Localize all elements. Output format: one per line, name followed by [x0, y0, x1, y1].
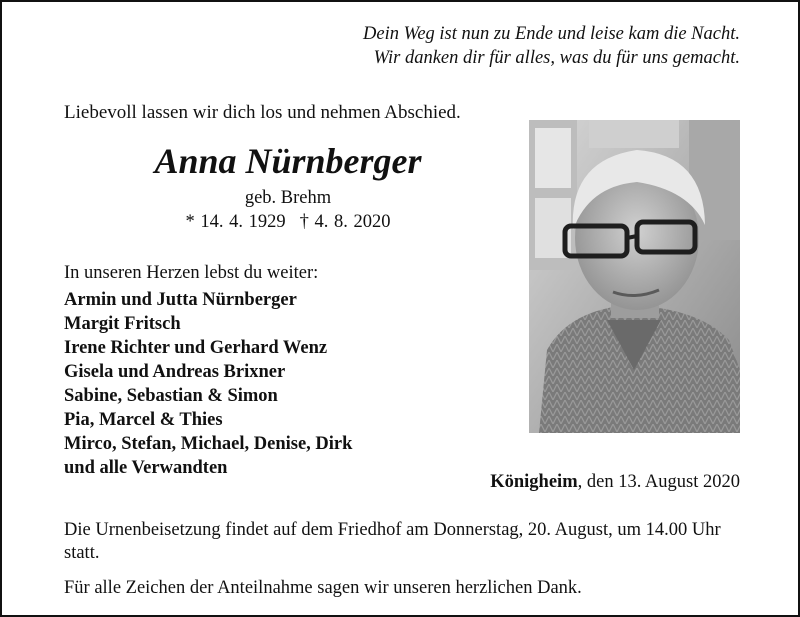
thanks-text: Für alle Zeichen der Anteilnahme sagen wir unseren herzlichen Dank.	[64, 578, 582, 598]
family-member: Gisela und Andreas Brixner	[64, 362, 286, 382]
family-member: Sabine, Sebastian & Simon	[64, 386, 278, 406]
place-and-date	[490, 472, 740, 493]
place: Königheim	[490, 472, 578, 492]
life-dates	[2, 212, 574, 233]
family-member: Armin und Jutta Nürnberger	[64, 290, 297, 310]
family-list	[64, 288, 352, 480]
family-member: und alle Verwandten	[64, 458, 228, 478]
family-member: Irene Richter und Gerhard Wenz	[64, 338, 328, 358]
birth-date: * 14. 4. 1929	[185, 212, 286, 232]
family-member: Mirco, Stefan, Michael, Denise, Dirk	[64, 434, 353, 454]
memorial-poem	[363, 22, 740, 70]
portrait-icon	[529, 120, 740, 433]
death-date: † 4. 8. 2020	[299, 212, 391, 232]
portrait-photo	[529, 120, 740, 433]
burial-notice: Die Urnenbeisetzung findet auf dem Friedhof am Donnerstag, 20. August, um 14.00 Uhr statt.	[64, 520, 721, 563]
deceased-name: Anna Nürnberger	[154, 141, 422, 181]
family-member: Pia, Marcel & Thies	[64, 410, 223, 430]
family-member: Margit Fritsch	[64, 314, 181, 334]
poem-line: Wir danken dir für alles, was du für uns gemacht.	[373, 48, 740, 68]
intro-text: Liebevoll lassen wir dich los und nehmen Abschied.	[64, 102, 461, 123]
poem-line: Dein Weg ist nun zu Ende und leise kam die Nacht.	[363, 24, 740, 44]
date: , den 13. August 2020	[577, 472, 740, 492]
heart-line: In unseren Herzen lebst du weiter:	[64, 263, 319, 283]
birth-name: geb. Brehm	[244, 188, 332, 208]
